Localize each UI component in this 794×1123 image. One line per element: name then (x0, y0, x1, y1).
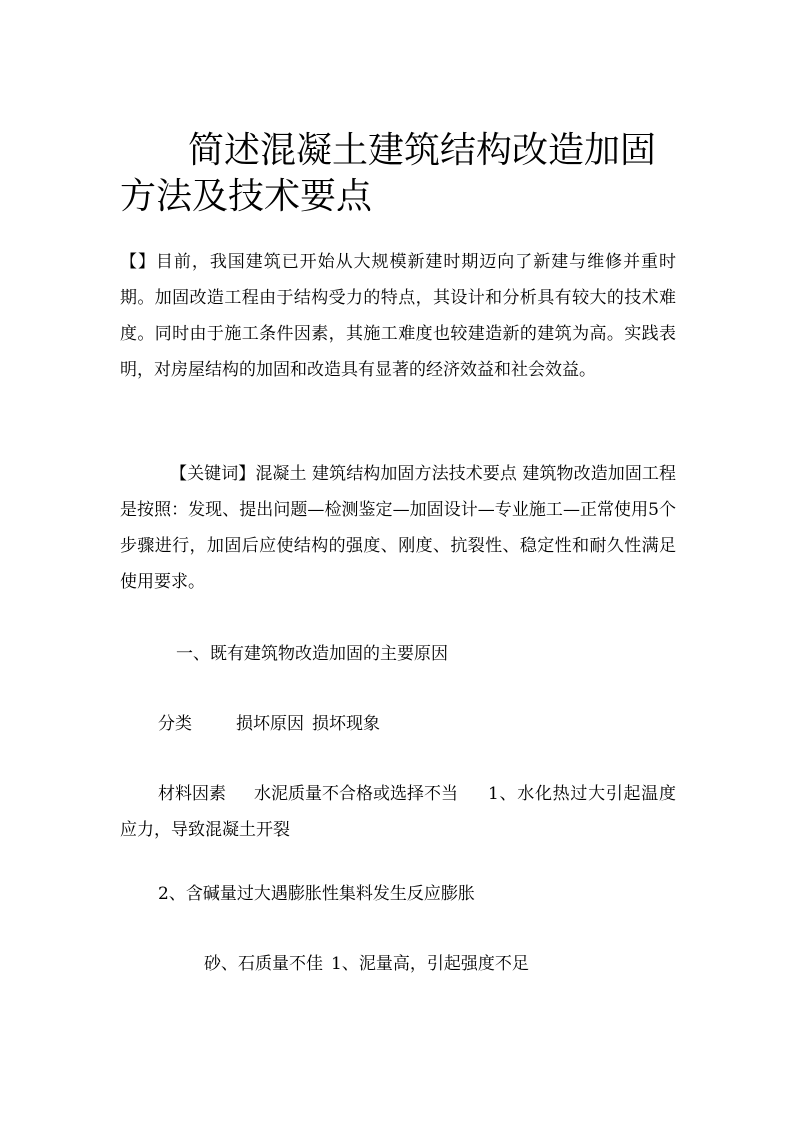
table-row (120, 876, 676, 912)
row-category: 材料因素 (158, 784, 226, 804)
row-cause: 砂、石质量不佳 (204, 954, 323, 974)
document-title: 简述混凝土建筑结构改造加固方法及技术要点 (120, 130, 657, 217)
table-row (120, 946, 676, 982)
abstract-paragraph: 【】目前，我国建筑已开始从大规模新建时期迈向了新建与维修并重时期。加固改造工程由于结构受力的特点，其设计和分析具有较大的技术难度。同时由于施工条件因素，其施工难度也较建造新的建筑为高。实践表明，对房屋结构的加固和改造具有显著的经济效益和社会效益。 (120, 252, 676, 380)
table-header-row (120, 706, 676, 742)
row-phenomenon: 2、含碱量过大遇膨胀性集料发生反应膨胀 (158, 884, 475, 904)
table-header-phenomenon: 损坏现象 (312, 714, 380, 734)
section-heading: 一、既有建筑物改造加固的主要原因 (176, 644, 448, 664)
row-phenomenon: 1、泥量高，引起强度不足 (331, 954, 529, 974)
keywords-paragraph: 【关键词】混凝土 建筑结构加固方法技术要点 建筑物改造加固工程是按照：发现、提出问题—检测鉴定—加固设计—专业施工—正常使用5个步骤进行，加固后应使结构的强度、刚度、抗裂性、稳定性和耐久性满足使用要求。 (120, 464, 676, 592)
table-header-cause: 损坏原因 (236, 714, 304, 734)
row-phenomenon: 1、水化热过大引起温度应力，导致混凝土开裂 (120, 784, 676, 840)
table-header-category: 分类 (158, 714, 192, 734)
table-row (120, 776, 676, 848)
row-cause: 水泥质量不合格或选择不当 (254, 784, 458, 804)
